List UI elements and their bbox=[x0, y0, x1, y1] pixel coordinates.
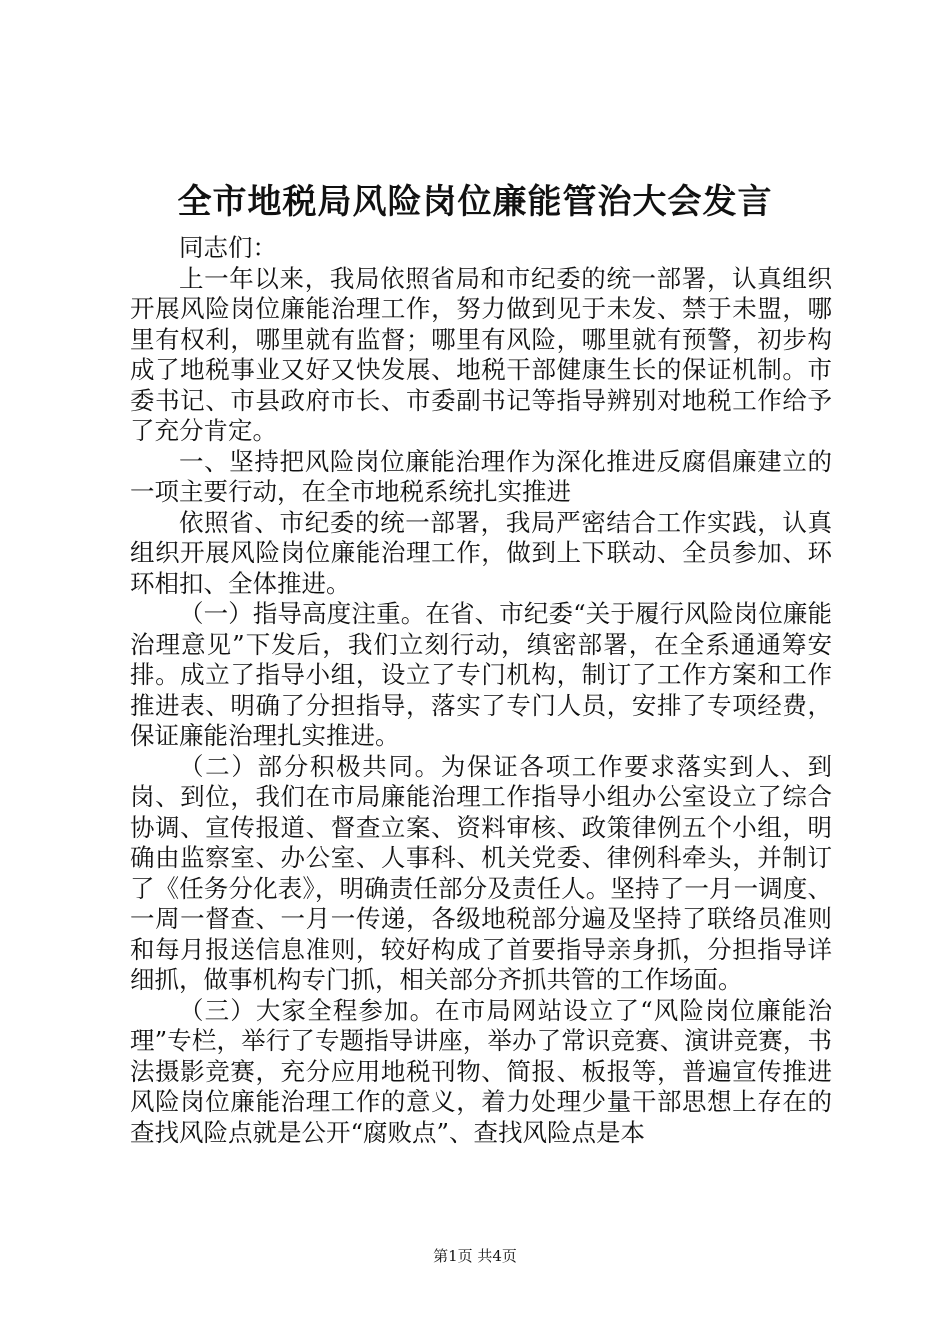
page-footer: 第1页 共4页 bbox=[433, 1247, 517, 1265]
body-paragraph: （一）指导高度注重。在省、市纪委“关于履行风险岗位廉能治理意见”下发后，我们立刻行动，缜密部署，在全系通通筹安排。成立了指导小组，设立了专门机构，制订了工作方案和工作推进表、明确了分担指导，落实了专门人员，安排了专项经费，保证廉能治理扎实推进。 bbox=[130, 599, 832, 750]
salutation-paragraph: 同志们： bbox=[179, 233, 277, 262]
section-heading-1: 一、坚持把风险岗位廉能治理作为深化推进反腐倡廉建立的一项主要行动，在全市地税系统扎实推进 bbox=[130, 446, 832, 506]
body-paragraph: 依照省、市纪委的统一部署，我局严密结合工作实践，认真组织开展风险岗位廉能治理工作，做到上下联动、全员参加、环环相扣、全体推进。 bbox=[130, 507, 832, 598]
document-title: 全市地税局风险岗位廉能管治大会发言 bbox=[177, 182, 773, 222]
intro-paragraph: 上一年以来，我局依照省局和市纪委的统一部署，认真组织开展风险岗位廉能治理工作，努力做到见于未发、禁于未盟，哪里有权利，哪里就有监督；哪里有风险，哪里就有预警，初步构成了地税事业又好又快发展、地税干部健康生长的保证机制。市委书记、市县政府市长、市委副书记等指导辨别对地税工作给予了充分肯定。 bbox=[130, 263, 832, 445]
body-paragraph: （三）大家全程参加。在市局网站设立了“风险岗位廉能治理”专栏，举行了专题指导讲座，举办了常识竞赛、演讲竞赛，书法摄影竞赛，充分应用地税刊物、简报、板报等，普遍宣传推进风险岗位廉能治理工作的意义，着力处理少量干部思想上存在的查找风险点就是公开“腐败点”、查找风险点是本 bbox=[130, 995, 832, 1147]
body-paragraph: （二）部分积极共同。为保证各项工作要求落实到人、到岗、到位，我们在市局廉能治理工作指导小组办公室设立了综合协调、宣传报道、督查立案、资料审核、政策律例五个小组，明确由监察室、办公室、人事科、机关党委、律例科牵头，并制订了《任务分化表》，明确责任部分及责任人。坚持了一月一调度、一周一督查、一月一传递，各级地税部分遍及坚持了联络员准则和每月报送信息准则，较好构成了首要指导亲身抓，分担指导详细抓，做事机构专门抓，相关部分齐抓共管的工作场面。 bbox=[130, 751, 832, 994]
document-body bbox=[130, 233, 832, 1148]
